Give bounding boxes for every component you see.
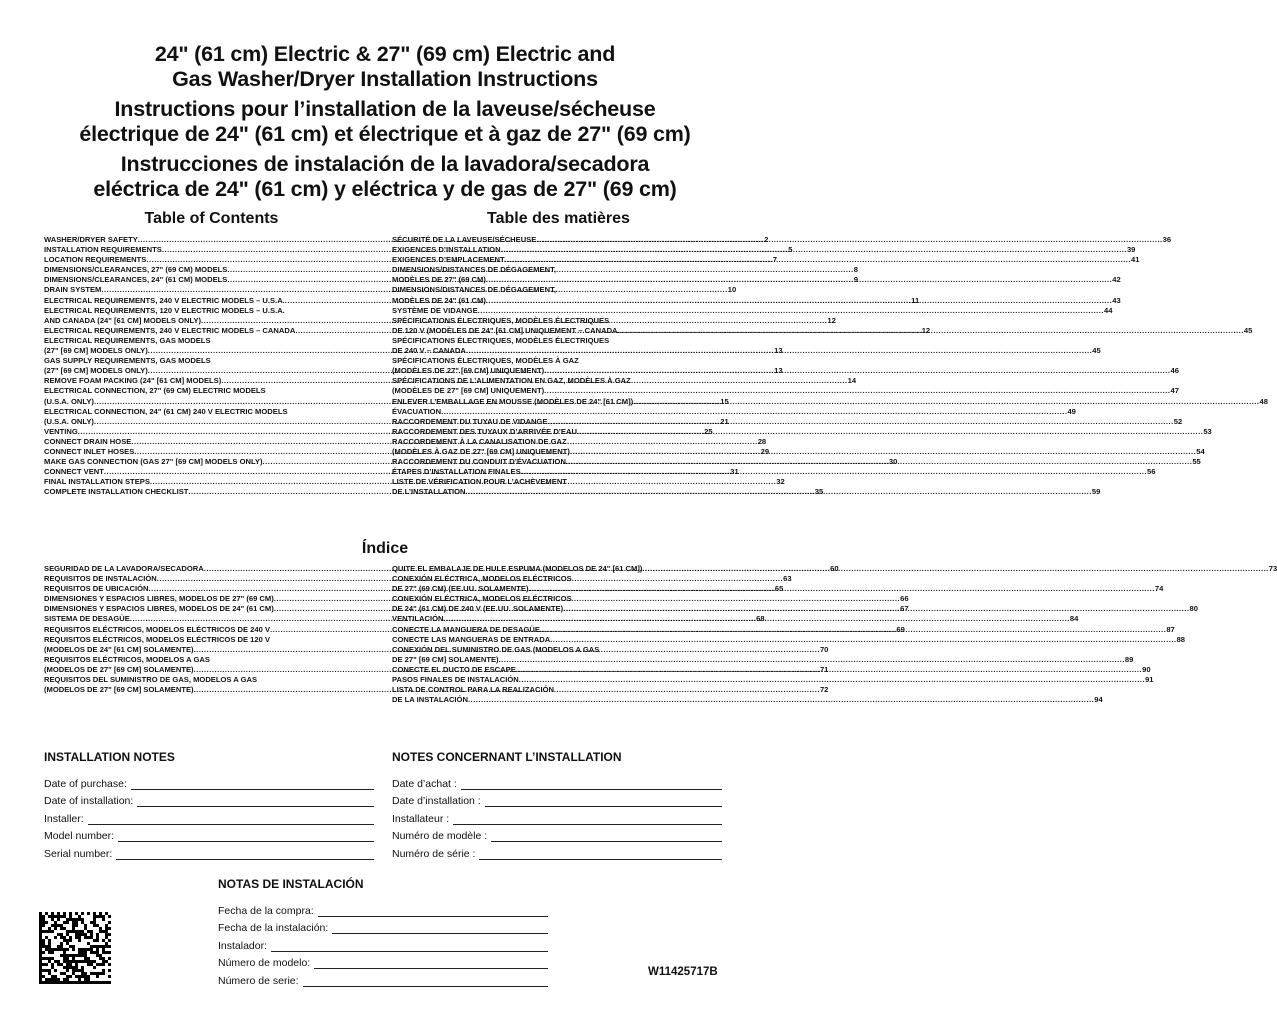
toc-page-number: 68 (756, 614, 765, 624)
toc-page-number: 39 (1126, 245, 1136, 255)
toc-entry-title: CONNECT DRAIN HOSE (44, 436, 132, 446)
document-titles (0, 42, 770, 201)
notes-field-blank-line[interactable] (118, 830, 374, 842)
notes-field-blank-line[interactable] (314, 957, 548, 969)
toc-page-number: 94 (1094, 695, 1103, 705)
toc-leader-dots (536, 235, 1162, 245)
toc-leader-dots (529, 584, 1155, 594)
toc-entry-title: ÉTAPES D’INSTALLATION FINALES (392, 467, 521, 477)
toc-leader-dots (486, 296, 1112, 306)
toc-page-number: 12 (827, 315, 836, 325)
toc-entry-title: CONNECT VENT (44, 467, 104, 477)
notes-field-blank-line[interactable] (461, 778, 722, 790)
toc-entry-title: (MODELOS DE 27" [69 CM] SOLAMENTE) (44, 664, 194, 674)
notes-field-blank-line[interactable] (88, 813, 374, 825)
toc-es-heading: Índice (361, 540, 409, 557)
toc-entry-title: (U.S.A. ONLY) (44, 396, 94, 406)
toc-entry-title: INSTALLATION REQUIREMENTS (44, 245, 162, 255)
toc-page-number: 63 (783, 574, 792, 584)
notes-field-label: Installateur : (392, 812, 450, 825)
notes-field-blank-line[interactable] (491, 830, 722, 842)
notes-field-label: Fecha de la compra: (218, 904, 314, 917)
toc-entry-title: DE L’INSTALLATION (392, 487, 466, 497)
toc-entry (392, 675, 1154, 685)
toc-page-number: 67 (900, 604, 909, 614)
toc-entry-title: AND CANADA (24" [61 CM] MODELS ONLY) (44, 315, 202, 325)
notes-field-label: Serial number: (44, 847, 113, 860)
installation-notes-es (218, 877, 548, 987)
toc-entry-line: ELECTRICAL REQUIREMENTS, 120 V ELECTRIC MODELS – U.S.A. (44, 305, 285, 315)
toc-page-number: 56 (1147, 467, 1156, 477)
toc-leader-dots (486, 275, 1112, 285)
toc-entry-title: ÉVACUATION (392, 406, 442, 416)
notes-field-label: Model number: (44, 830, 115, 842)
toc-leader-dots (570, 447, 1196, 457)
notes-field (218, 934, 548, 952)
toc-entry-title: DE 24" (61 CM) DE 240 V (EE.UU. SOLAMENTE) (392, 604, 564, 614)
toc-page-number: 45 (1092, 346, 1101, 356)
notes-heading: INSTALLATION NOTES (44, 750, 175, 764)
toc-leader-dots (466, 346, 1092, 356)
toc-leader-dots (499, 655, 1125, 665)
notes-field-blank-line[interactable] (318, 905, 548, 917)
toc-entry (392, 396, 1268, 407)
toc-page-number: 2 (764, 235, 769, 244)
toc-page-number: 49 (1067, 406, 1076, 416)
toc-page-number: 12 (921, 325, 931, 335)
toc-page-number: 91 (1145, 675, 1154, 685)
toc-page-number: 29 (760, 446, 770, 456)
toc-page-number: 45 (1243, 325, 1253, 335)
toc-entry-line: REQUISITOS ELÉCTRICOS, MODELOS ELÉCTRICOS DE 120 V (44, 634, 271, 644)
toc-entry-line: LISTE DE VÉRIFICATION POUR L’ACHÈVEMENT (392, 477, 567, 487)
toc-entry-title: (27" [69 CM] MODELS ONLY) (44, 346, 148, 356)
installation-notes-en (44, 750, 374, 860)
toc-leader-dots (633, 397, 1259, 407)
toc-entry-line: DIMENSIONS/DISTANCES DE DÉGAGEMENT, (392, 285, 556, 295)
toc-entry-title: (MODELOS DE 27" [69 CM] SOLAMENTE) (44, 685, 194, 695)
toc-entry (392, 315, 1253, 336)
toc-page-number: 11 (911, 295, 920, 305)
title-fr-line-1: Instructions pour l’installation de la laveuse/sécheuse (114, 97, 656, 121)
toc-entry-title: EXIGENCES D’EMPLACEMENT (392, 255, 505, 265)
part-number: W11425717B (648, 966, 718, 978)
toc-entry-title: COMPLETE INSTALLATION CHECKLIST (44, 487, 189, 497)
toc-entry-title: MODÈLES DE 27" (69 CM) (392, 275, 486, 285)
toc-entry-title: LOCATION REQUIREMENTS (44, 255, 147, 265)
toc-entry (392, 634, 1186, 645)
toc-entry-title: QUITE EL EMBALAJE DE HULE ESPUMA (MODELOS DE 24" [61 CM]) (392, 564, 643, 573)
toc-entry-title: SISTEMA DE DESAGÜE (44, 614, 130, 624)
toc-page-number: 13 (774, 346, 783, 356)
toc-entry-title: ELECTRICAL REQUIREMENTS, 240 V ELECTRIC MODELS – U.S.A. (44, 295, 285, 305)
toc-entry-line: CONEXIÓN ELÉCTRICA, MODELOS ELÉCTRICOS (392, 594, 572, 604)
toc-leader-dots (547, 417, 1173, 427)
toc-entry-title: PASOS FINALES DE INSTALACIÓN (392, 675, 519, 685)
toc-entry-title: DIMENSIONES Y ESPACIOS LIBRES, MODELOS DE 27" (69 CM) (44, 594, 274, 604)
notes-field (44, 825, 374, 843)
notes-field-blank-line[interactable] (485, 795, 722, 807)
notes-field (218, 917, 548, 935)
notes-field-blank-line[interactable] (131, 778, 374, 790)
toc-entry-title: DE 120 V (MODÈLES DE 24" [61 CM] UNIQUEMENT – CANADA (392, 325, 618, 335)
toc-leader-dots (516, 665, 1142, 675)
notes-field-label: Numéro de série : (392, 847, 476, 860)
title-en-line-2: Gas Washer/Dryer Installation Instructions (172, 66, 598, 91)
toc-page-number: 71 (819, 664, 829, 674)
toc-en-heading: Table of Contents (144, 210, 279, 227)
toc-entry-title: REQUISITOS DE UBICACIÓN (44, 584, 149, 594)
toc-page-number: 10 (727, 285, 737, 295)
toc-entry-line: CONEXIÓN DEL SUMINISTRO DE GAS (MODELOS A GAS (392, 644, 600, 654)
toc-entry-line: SPÉCIFICATIONS ÉLECTRIQUES, MODÈLES ÉLECTRIQUES (392, 315, 610, 325)
toc-page-number: 80 (1189, 604, 1198, 614)
toc-entry (392, 305, 1113, 316)
toc-page-number: 89 (1124, 654, 1134, 664)
notes-field (392, 772, 722, 790)
toc-page-number: 73 (1268, 564, 1277, 573)
toc-page-number: 25 (704, 426, 713, 436)
toc-entry-title: DE LA INSTALACIÓN (392, 695, 468, 705)
toc-page-number: 44 (1104, 305, 1113, 315)
toc-entry-line: ELECTRICAL CONNECTION, 24" (61 CM) 240 V ELECTRIC MODELS (44, 406, 288, 416)
toc-entry-title: SEGURIDAD DE LA LAVADORA/SECADORA (44, 564, 204, 573)
notes-field-label: Número de serie: (218, 974, 299, 987)
toc-leader-dots (505, 255, 1131, 265)
notes-field-label: Date of installation: (44, 795, 134, 807)
toc-entry-title: SYSTÈME DE VIDANGE (392, 305, 478, 315)
toc-entry-line: CONEXIÓN ELÉCTRICA, MODELOS ELÉCTRICOS (392, 574, 572, 584)
toc-entry-title: (MODÈLES DE 27" [69 CM] UNIQUEMENT) (392, 386, 545, 396)
toc-page-number: 47 (1170, 386, 1179, 396)
toc-page-number: 9 (853, 275, 858, 285)
notes-field (392, 842, 722, 860)
toc-page-number: 55 (1192, 457, 1201, 467)
notes-field (218, 899, 548, 917)
toc-entry-title: VENTING (44, 426, 78, 436)
notes-field (392, 790, 722, 808)
toc-entry-line: SPÉCIFICATIONS ÉLECTRIQUES, MODÈLES ÉLECTRIQUES (392, 335, 610, 345)
toc-entry-line: DIMENSIONS/DISTANCES DE DÉGAGEMENT, (392, 265, 556, 275)
toc-entry (392, 406, 1076, 417)
toc-entry-title: (MODÈLES DE 27" [69 CM] UNIQUEMENT) (392, 366, 545, 376)
notes-field (218, 952, 548, 970)
notes-field (392, 807, 722, 825)
toc-page-number: 70 (819, 644, 829, 654)
toc-entry-title: DIMENSIONES Y ESPACIOS LIBRES, MODELOS DE 24" (61 CM) (44, 604, 274, 614)
toc-page-number: 90 (1142, 664, 1151, 674)
toc-leader-dots (466, 487, 1092, 497)
toc-entry-line: REQUISITOS ELÉCTRICOS, MODELOS A GAS (44, 654, 210, 664)
toc-entry-title: DE 240 V – CANADA (392, 346, 466, 356)
toc-leader-dots (544, 366, 1170, 376)
toc-entry-line: ELECTRICAL REQUIREMENTS, GAS MODELS (44, 335, 211, 345)
toc-leader-dots (501, 245, 1127, 255)
toc-page-number: 48 (1259, 396, 1268, 406)
toc-entry-title: SÉCURITÉ DE LA LAVEUSE/SÉCHEUSE (392, 235, 537, 244)
notes-field (218, 969, 548, 987)
toc-page-number: 21 (720, 416, 729, 426)
toc-entry-title: RACCORDEMENT DES TUYAUX D’ARRIVÉE D’EAU (392, 426, 577, 436)
notes-field (44, 790, 374, 808)
title-fr-line-2: électrique de 24" (61 cm) et électrique et à gaz de 27" (69 cm) (79, 121, 691, 146)
notes-heading: NOTES CONCERNANT L’INSTALLATION (392, 750, 622, 764)
toc-page-number: 54 (1196, 446, 1205, 456)
notes-field-label: Date d’installation : (392, 795, 481, 807)
notes-field (44, 772, 374, 790)
toc-entry-title: DE 27" [69 CM] SOLAMENTE) (392, 654, 499, 664)
toc-leader-dots (519, 675, 1145, 685)
installation-notes-fr (392, 750, 722, 860)
toc-leader-dots (544, 386, 1170, 396)
toc-entry-line: SPÉCIFICATIONS DE L’ALIMENTATION EN GAZ, MODÈLES À GAZ (392, 376, 631, 386)
toc-entry-title: DIMENSIONS/CLEARANCES, 24" (61 CM) MODELS (44, 275, 228, 285)
toc-entry (392, 416, 1183, 427)
toc-entry-title: DRAIN SYSTEM (44, 285, 102, 295)
notes-field-label: Numéro de modèle : (392, 830, 488, 842)
notes-field-label: Número de modelo: (218, 957, 311, 969)
toc-leader-dots (566, 457, 1192, 467)
data-matrix-code-icon (39, 912, 111, 984)
toc-entry-title: (MODELOS DE 24" [61 CM] SOLAMENTE) (44, 644, 194, 654)
notes-heading: NOTAS DE INSTALACIÓN (218, 877, 364, 891)
toc-leader-dots (521, 467, 1147, 477)
toc-entry-title: CONECTE LA MANGUERA DE DESAGÜE (392, 624, 540, 634)
toc-page-number: 7 (772, 255, 777, 265)
toc-page-number: 35 (814, 487, 824, 497)
toc-entry-title: RACCORDEMENT DU TUYAU DE VIDANGE (392, 416, 548, 426)
toc-page-number: 65 (774, 584, 784, 594)
toc-page-number: 43 (1112, 295, 1121, 305)
toc-page-number: 88 (1176, 634, 1186, 644)
toc-entry-title: DIMENSIONS/CLEARANCES, 27" (69 CM) MODELS (44, 265, 228, 275)
notes-field-blank-line[interactable] (332, 922, 548, 934)
toc-leader-dots (443, 614, 1069, 624)
title-es-line-1: Instrucciones de instalación de la lavadora/secadora (120, 152, 650, 176)
notes-field-label: Date d’achat : (392, 777, 457, 790)
toc-page-number: 8 (853, 265, 858, 275)
toc-page-number: 84 (1069, 614, 1079, 624)
title-es-line-2: eléctrica de 24" (61 cm) y eléctrica y de gas de 27" (69 cm) (93, 176, 677, 201)
toc-entry-title: MODÈLES DE 24" (61 CM) (392, 295, 486, 305)
toc-entry-line: REQUISITOS DEL SUMINISTRO DE GAS, MODELOS A GAS (44, 675, 258, 685)
notes-field-blank-line[interactable] (453, 813, 722, 825)
toc-page-number: 53 (1203, 426, 1212, 436)
toc-entry-title: CONECTE LAS MANGUERAS DE ENTRADA (392, 634, 551, 644)
toc-entry-title: RACCORDEMENT DU CONDUIT D’ÉVACUATION (392, 457, 566, 467)
toc-entry-title: FINAL INSTALLATION STEPS (44, 477, 150, 487)
toc-entry (392, 255, 1140, 265)
toc-entry-title: ELECTRICAL REQUIREMENTS, 240 V ELECTRIC MODELS – CANADA (44, 325, 296, 335)
notes-field-blank-line[interactable] (479, 848, 722, 860)
toc-page-number: 41 (1131, 255, 1140, 265)
toc-entry (392, 426, 1212, 437)
toc-entry-title: DE 27" (69 CM) (EE.UU. SOLAMENTE) (392, 584, 529, 594)
toc-page-number: 52 (1173, 416, 1183, 426)
notes-field (44, 807, 374, 825)
toc-page-number: 46 (1170, 366, 1179, 376)
notes-field (392, 825, 722, 843)
toc-entry-title: (MODÈLES À GAZ DE 27" [69 CM] UNIQUEMENT) (392, 446, 570, 456)
toc-leader-dots (441, 407, 1067, 417)
toc-page-number: 74 (1154, 584, 1164, 594)
toc-entry-title: CONNECT INLET HOSES (44, 446, 135, 456)
toc-entry-title: (27" [69 CM] MODELS ONLY) (44, 366, 148, 376)
toc-leader-dots (642, 564, 1268, 574)
notes-field-label: Fecha de la instalación: (218, 922, 329, 934)
toc-page-number: 72 (819, 685, 829, 695)
toc-entry-title: (U.S.A. ONLY) (44, 416, 94, 426)
notes-field-label: Instalador: (218, 939, 268, 952)
toc-entry (392, 235, 1172, 245)
toc-leader-dots (540, 625, 1166, 635)
toc-entry-title: EXIGENCES D’INSTALLATION (392, 245, 501, 255)
toc-entry-line: SPÉCIFICATIONS ÉLECTRIQUES, MODÈLES À GAZ (392, 356, 579, 366)
toc-page-number: 42 (1112, 275, 1121, 285)
toc-leader-dots (468, 695, 1094, 705)
toc-page-number: 13 (774, 366, 783, 376)
notes-field-blank-line[interactable] (271, 940, 548, 952)
toc-page-number: 69 (896, 624, 905, 634)
toc-page-number: 5 (788, 245, 793, 255)
toc-leader-dots (563, 604, 1189, 614)
toc-page-number: 14 (847, 376, 857, 386)
toc-entry (392, 245, 1136, 255)
toc-entry (392, 265, 1121, 285)
toc-leader-dots (478, 306, 1104, 316)
toc-page-number: 60 (830, 564, 839, 573)
toc-entry-line: LISTA DE CONTROL PARA LA REALIZACIÓN (392, 685, 554, 695)
toc-page-number: 66 (900, 594, 909, 604)
notes-field-blank-line[interactable] (137, 795, 374, 807)
toc-entry-title: MAKE GAS CONNECTION (GAS 27" [69 CM] MODELS ONLY) (44, 457, 263, 467)
toc-page-number: 59 (1091, 487, 1101, 497)
title-en-line-1: 24" (61 cm) Electric & 27" (69 cm) Electric and (154, 42, 616, 66)
toc-leader-dots (618, 326, 1244, 336)
notes-field-blank-line[interactable] (303, 975, 548, 987)
toc-entry-line: RACCORDEMENT À LA CANALISATION DE GAZ (392, 436, 567, 446)
toc-entry-title: REQUISITOS DE INSTALACIÓN (44, 574, 157, 584)
toc-page-number: 87 (1166, 624, 1175, 634)
toc-entry-line: ELECTRICAL CONNECTION, 27" (69 CM) ELECTRIC MODELS (44, 386, 266, 396)
toc-page-number: 32 (776, 477, 785, 487)
toc-entry-title: REMOVE FOAM PACKING (24" [61 CM] MODELS) (44, 376, 222, 386)
toc-entry-title: ENLEVER L’EMBALLAGE EN MOUSSE (MODÈLES DE 24" [61 CM]) (392, 396, 634, 406)
toc-entry-title: REQUISITOS ELÉCTRICOS, MODELOS ELÉCTRICOS DE 240 V (44, 624, 271, 634)
notes-field-label: Installer: (44, 812, 84, 825)
toc-fr-heading: Table des matières (487, 210, 630, 227)
toc-leader-dots (550, 635, 1176, 645)
toc-page-number: 36 (1162, 235, 1172, 244)
toc-entry-title: VENTILACIÓN (392, 614, 444, 624)
toc-page-number: 15 (720, 396, 729, 406)
notes-field (44, 842, 374, 860)
toc-entry-title: CONECTE EL DUCTO DE ESCAPE (392, 664, 516, 674)
toc-page-number: 31 (730, 467, 739, 477)
toc-entry-title: WASHER/DRYER SAFETY (44, 235, 138, 244)
toc-page-number: 28 (757, 436, 767, 446)
toc-leader-dots (577, 427, 1203, 437)
notes-field-label: Date of purchase: (44, 777, 127, 790)
toc-page-number: 30 (888, 457, 898, 467)
toc-entry-line: GAS SUPPLY REQUIREMENTS, GAS MODELS (44, 356, 211, 366)
notes-field-blank-line[interactable] (116, 848, 374, 860)
